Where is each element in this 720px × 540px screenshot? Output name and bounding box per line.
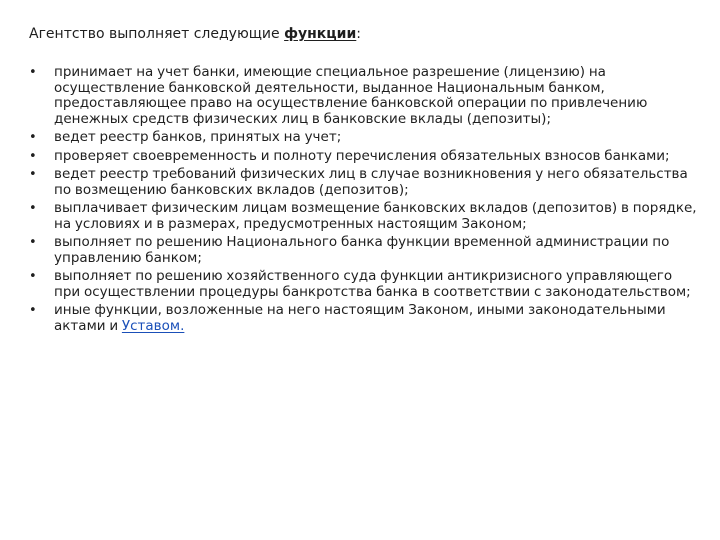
- list-item-text: иные функции, возложенные на него настоящим Законом, иными законодательными актами и: [54, 302, 666, 334]
- bullet-icon: •: [29, 148, 37, 164]
- list-item: [29, 149, 699, 165]
- list-item-text: принимает на учет банки, имеющие специальное разрешение (лицензию) на осуществление банковской деятельности, выданное Национальным банком, предоставляющее право на осуществление банковской операции по привлечению денежных средств физических лиц в банковские вклады (депозиты);: [54, 64, 648, 127]
- charter-link[interactable]: Уставом.: [121, 317, 185, 334]
- bullet-icon: •: [29, 201, 37, 216]
- list-item: [29, 201, 699, 232]
- bullet-icon: •: [29, 303, 37, 318]
- intro-keyword: функции: [284, 26, 357, 42]
- intro-line: [29, 25, 689, 43]
- list-item: [29, 303, 699, 334]
- list-item-text: выполняет по решению Национального банка функции временной администрации по управлению банком;: [54, 234, 670, 266]
- bullet-icon: •: [29, 269, 37, 284]
- list-item-text: выполняет по решению хозяйственного суда функции антикризисного управляющего при осуществлении процедуры банкротства банка в соответствии с законодательством;: [54, 268, 691, 300]
- intro-prefix: Агентство выполняет следующие: [29, 26, 285, 42]
- list-item-text: проверяет своевременность и полноту перечисления обязательных взносов банками;: [54, 147, 670, 164]
- intro-suffix: :: [356, 26, 362, 42]
- list-item: [29, 235, 699, 266]
- list-item: [29, 65, 699, 127]
- list-item: [29, 167, 699, 198]
- list-item-text: ведет реестр банков, принятых на учет;: [54, 129, 342, 145]
- functions-list: [29, 65, 699, 337]
- list-item-text: ведет реестр требований физических лиц в случае возникновения у него обязательства по возмещению банковских вкладов (депозитов);: [54, 166, 688, 198]
- list-item: [29, 130, 699, 146]
- list-item: [29, 269, 699, 300]
- bullet-icon: •: [29, 167, 37, 182]
- bullet-icon: •: [29, 65, 37, 80]
- list-item-text: выплачивает физическим лицам возмещение банковских вкладов (депозитов) в порядке, на условиях и в размерах, предусмотренных настоящим Законом;: [54, 200, 697, 232]
- bullet-icon: •: [29, 235, 37, 250]
- bullet-icon: •: [29, 130, 37, 145]
